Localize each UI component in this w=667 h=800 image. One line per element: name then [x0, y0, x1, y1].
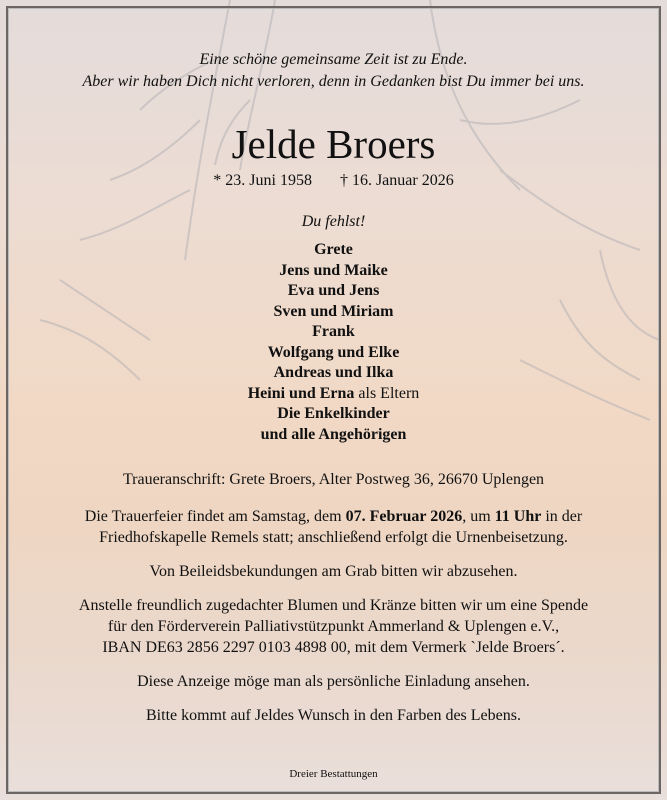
- mourner: Grete: [314, 241, 353, 258]
- mourning-address: Traueranschrift: Grete Broers, Alter Postweg 36, 26670 Uplengen: [122, 471, 545, 488]
- quote-line: Eine schöne gemeinsame Zeit ist zu Ende.: [199, 51, 468, 68]
- mourner: Wolfgang und Elke: [267, 343, 400, 361]
- donation-note: für den Förderverein Palliativstützpunkt Ammerland & Uplengen e.V.,: [107, 618, 560, 635]
- birth-date: * 23. Juni 1958: [213, 172, 312, 189]
- motto: Du fehlst!: [301, 213, 366, 230]
- parents-suffix: als Eltern: [354, 384, 420, 402]
- donation-iban: IBAN DE63 2856 2297 0103 4898 00, mit dem Vermerk `Jelde Broers´.: [102, 639, 565, 656]
- mourner: Die Enkelkinder: [277, 405, 390, 422]
- donation-note: Anstelle freundlich zugedachter Blumen und Kränze bitten wir um eine Spende: [78, 597, 589, 614]
- text: , um: [462, 508, 495, 525]
- mourner: Jens und Maike: [279, 261, 388, 279]
- ceremony-time: 11 Uhr: [494, 508, 542, 525]
- undertaker: Dreier Bestattungen: [289, 768, 378, 780]
- mourner: und alle Angehörigen: [260, 425, 407, 443]
- life-dates: [0, 171, 667, 191]
- quote-line: Aber wir haben Dich nicht verloren, denn in Gedanken bist Du immer bei uns.: [82, 73, 585, 90]
- death-date: † 16. Januar 2026: [339, 172, 454, 189]
- condolence-note: Von Beileidsbekundungen am Grab bitten wir abzusehen.: [149, 563, 518, 580]
- ceremony-date: 07. Februar 2026: [345, 508, 463, 525]
- deceased-name: Jelde Broers: [231, 121, 436, 167]
- mourner: Frank: [312, 323, 355, 340]
- text: Die Trauerfeier findet am Samstag, dem: [84, 508, 346, 525]
- ceremony-info: [0, 507, 667, 527]
- colors-wish-note: Bitte kommt auf Jeldes Wunsch in den Farben des Lebens.: [146, 707, 521, 724]
- parents-names: Heini und Erna: [247, 384, 355, 402]
- mourner: Andreas und Ilka: [273, 364, 394, 381]
- mourner: Eva und Jens: [287, 282, 380, 299]
- invitation-note: Diese Anzeige möge man als persönliche Einladung ansehen.: [137, 673, 530, 690]
- mourner: Sven und Miriam: [273, 302, 394, 320]
- text: in der: [541, 508, 583, 525]
- mourner-parents: [0, 384, 667, 404]
- ceremony-location: Friedhofskapelle Remels statt; anschließend erfolgt die Urnenbeisetzung.: [99, 529, 568, 546]
